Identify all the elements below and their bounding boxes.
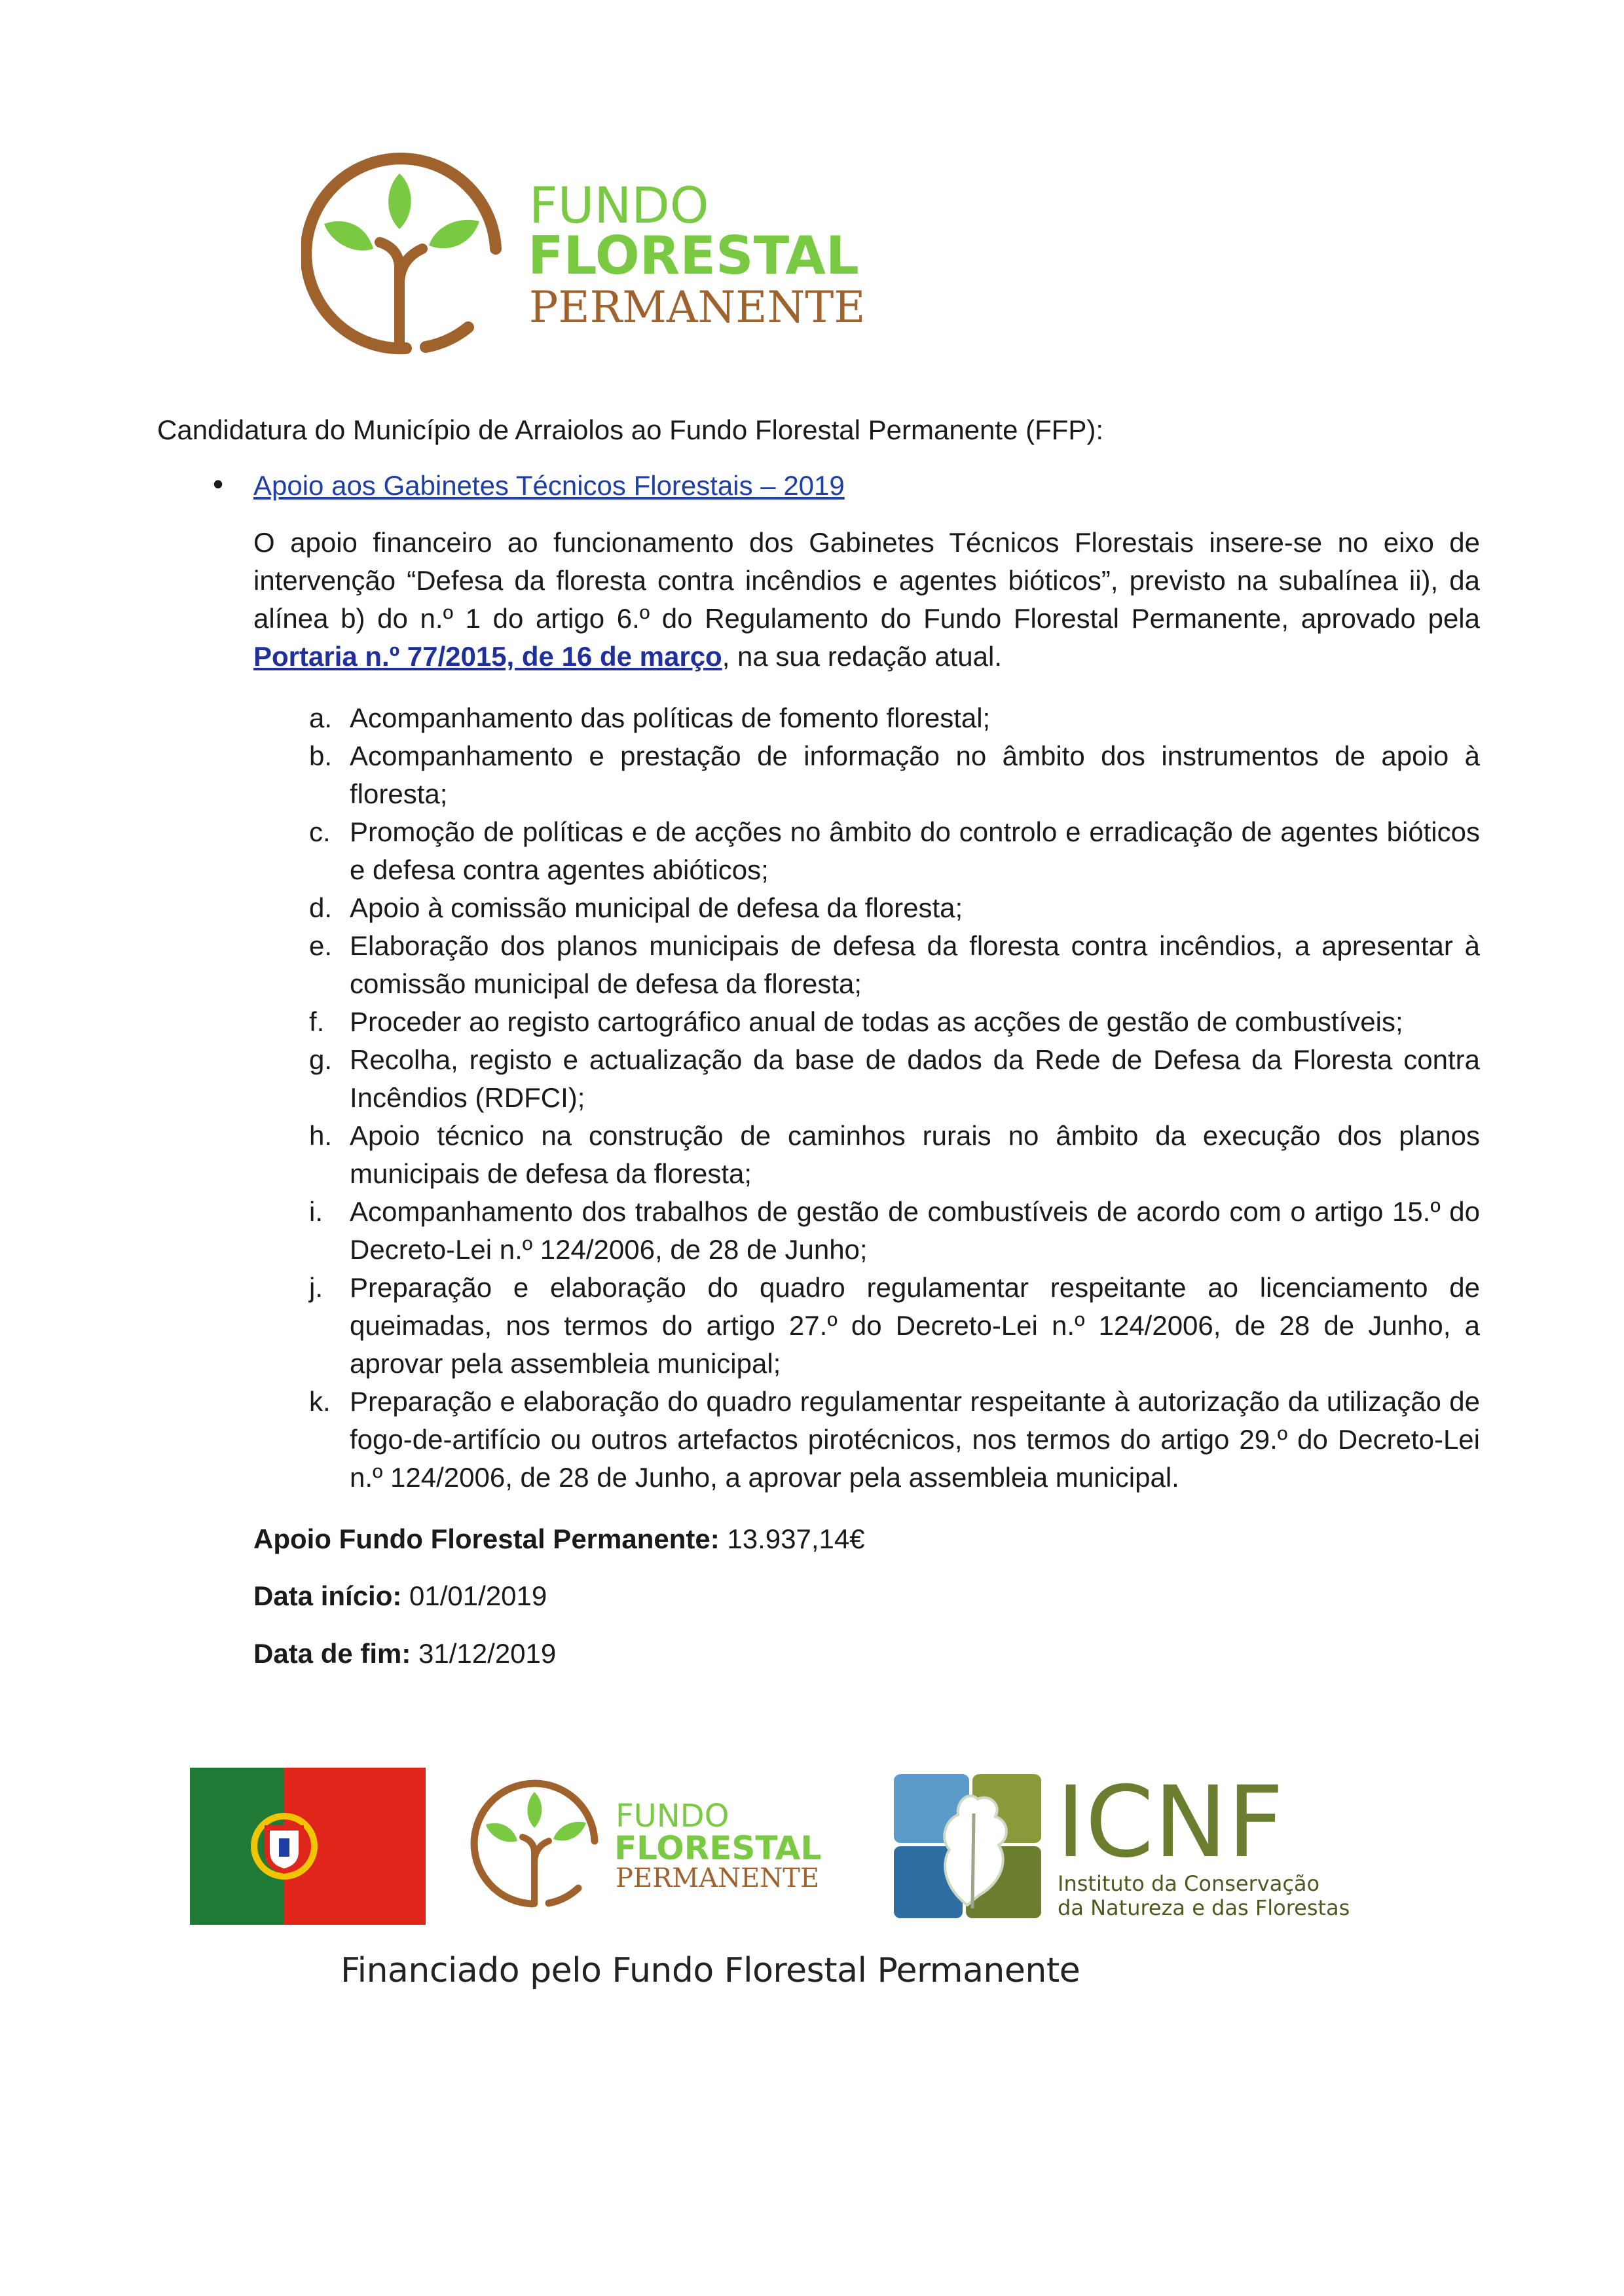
list-marker: k. bbox=[309, 1386, 331, 1417]
list-item bbox=[253, 1193, 1480, 1269]
list-marker: d. bbox=[309, 892, 333, 923]
list-marker: h. bbox=[309, 1120, 333, 1151]
list-marker: f. bbox=[309, 1006, 325, 1037]
list-marker: a. bbox=[309, 702, 333, 733]
list-marker: e. bbox=[309, 930, 333, 961]
funding-amount-value: 13.937,14€ bbox=[719, 1523, 865, 1554]
gtf-2019-link[interactable]: Apoio aos Gabinetes Técnicos Florestais – 2019 bbox=[253, 470, 845, 501]
list-item bbox=[253, 1117, 1480, 1193]
intro-text: Candidatura do Município de Arraiolos ao Fundo Florestal Permanente (FFP): bbox=[157, 414, 1104, 445]
portaria-link[interactable]: Portaria n.º 77/2015, de 16 de março bbox=[253, 641, 722, 672]
list-item bbox=[253, 1003, 1480, 1041]
list-item-text: Preparação e elaboração do quadro regulamentar respeitante à autorização da utilização de fogo-de-artifício ou outros artefactos pirotécnicos, nos termos do artigo 29.º do Decreto-Lei n.º 124/2006, de 28 de Junho, a aprovar pela assembleia municipal. bbox=[350, 1386, 1480, 1493]
bottom-logo-line1: FUNDO bbox=[616, 1798, 729, 1834]
start-date-label: Data início: bbox=[253, 1580, 402, 1611]
list-marker: g. bbox=[309, 1044, 333, 1075]
list-item-text: Elaboração dos planos municipais de defesa da floresta contra incêndios, a apresentar à comissão municipal de defesa da floresta; bbox=[350, 930, 1480, 999]
bottom-logo-line3: PERMANENTE bbox=[616, 1863, 820, 1893]
list-marker: c. bbox=[309, 816, 331, 847]
list-marker: j. bbox=[309, 1272, 323, 1303]
list-item bbox=[253, 889, 1480, 927]
logo-line3: PERMANENTE bbox=[529, 282, 866, 333]
funding-amount-label: Apoio Fundo Florestal Permanente: bbox=[253, 1523, 720, 1554]
list-item-text: Preparação e elaboração do quadro regulamentar respeitante ao licenciamento de queimadas, nos termos do artigo 27.º do Decreto-Lei n.º 124/2006, de 28 de Junho, a aprovar pela assembleia municipal; bbox=[350, 1272, 1480, 1379]
list-item-text: Recolha, registo e actualização da base de dados da Rede de Defesa da Floresta contra Incêndios (RDFCI); bbox=[350, 1044, 1480, 1113]
end-date-label: Data de fim: bbox=[253, 1638, 411, 1669]
description-paragraph bbox=[253, 524, 1480, 676]
list-marker: i. bbox=[309, 1196, 323, 1227]
list-item-text: Acompanhamento dos trabalhos de gestão de combustíveis de acordo com o artigo 15.º do Decreto-Lei n.º 124/2006, de 28 de Junho; bbox=[350, 1196, 1480, 1265]
fundo-florestal-permanente-logo bbox=[301, 151, 891, 360]
icnf-logo bbox=[894, 1774, 1352, 1925]
competences-list bbox=[253, 699, 1480, 1497]
list-item bbox=[253, 1269, 1480, 1383]
icnf-subtitle-line1: Instituto da Conservação bbox=[1058, 1871, 1320, 1896]
logo-line1: FUNDO bbox=[529, 176, 709, 234]
portugal-flag-icon bbox=[190, 1768, 426, 1925]
list-item bbox=[253, 1041, 1480, 1117]
list-item bbox=[253, 927, 1480, 1003]
list-item-text: Acompanhamento e prestação de informação no âmbito dos instrumentos de apoio à floresta; bbox=[350, 740, 1480, 809]
list-item-text: Acompanhamento das políticas de fomento florestal; bbox=[350, 702, 991, 733]
end-date-value: 31/12/2019 bbox=[411, 1638, 557, 1669]
paragraph-text-after: , na sua redação atual. bbox=[722, 641, 1003, 672]
bullet-marker: • bbox=[213, 467, 224, 501]
list-item-text: Proceder ao registo cartográfico anual de todas as acções de gestão de combustíveis; bbox=[350, 1006, 1403, 1037]
sprout-circle-icon bbox=[474, 1783, 595, 1904]
sprout-circle-icon bbox=[306, 158, 496, 348]
start-date bbox=[253, 1577, 547, 1615]
bottom-logo-line2: FLORESTAL bbox=[614, 1829, 822, 1867]
paragraph-text-before: O apoio financeiro ao funcionamento dos Gabinetes Técnicos Florestais insere-se no eixo de intervenção “Defesa da floresta contra incêndios e agentes bióticos”, previsto na subalínea ii), da alínea b) do n.º 1 do artigo 6.º do Regulamento do Fundo Florestal Permanente, aprovado pela bbox=[253, 527, 1480, 634]
logo-line2: FLORESTAL bbox=[528, 225, 859, 286]
list-item bbox=[253, 813, 1480, 889]
list-item-text: Apoio técnico na construção de caminhos rurais no âmbito da execução dos planos municipais de defesa da floresta; bbox=[350, 1120, 1480, 1189]
oak-leaf-tiles-icon bbox=[894, 1774, 1041, 1918]
bottom-ffp-logo bbox=[470, 1776, 850, 1913]
icnf-title: ICNF bbox=[1056, 1774, 1284, 1880]
list-item bbox=[253, 737, 1480, 813]
start-date-value: 01/01/2019 bbox=[401, 1580, 547, 1611]
funding-caption: Financiado pelo Fundo Florestal Permanente bbox=[341, 1951, 1080, 1990]
end-date bbox=[253, 1635, 556, 1673]
icnf-subtitle-line2: da Natureza e das Florestas bbox=[1058, 1895, 1350, 1920]
list-marker: b. bbox=[309, 740, 333, 771]
list-item-text: Promoção de políticas e de acções no âmbito do controlo e erradicação de agentes bióticos e defesa contra agentes abióticos; bbox=[350, 816, 1480, 885]
list-item bbox=[253, 699, 1480, 737]
funding-amount bbox=[253, 1520, 865, 1558]
list-item-text: Apoio à comissão municipal de defesa da floresta; bbox=[350, 892, 963, 923]
list-item bbox=[253, 1383, 1480, 1497]
